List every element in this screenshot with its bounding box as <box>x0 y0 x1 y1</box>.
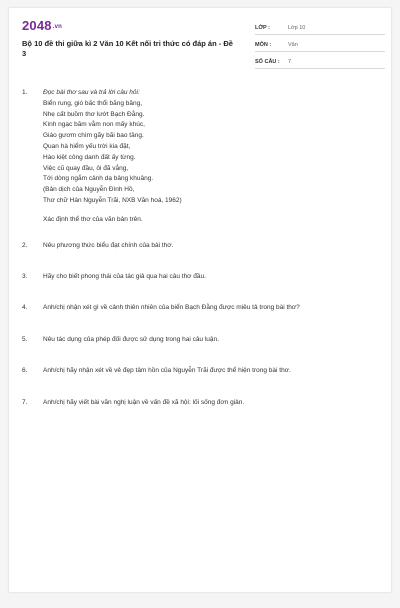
meta-label: SỐ CÂU : <box>255 58 280 65</box>
question-item <box>22 398 382 409</box>
poem-block <box>43 99 382 207</box>
document-page <box>9 8 391 592</box>
logo-main: 2048 <box>22 18 52 33</box>
meta-value: Văn <box>288 41 298 48</box>
meta-row-subject <box>255 38 385 52</box>
question-number: 3. <box>22 272 28 280</box>
question-text: Anh/chị hãy nhận xét về vẻ đẹp tâm hồn của Nguyễn Trãi được thể hiện trong bài thơ. <box>43 367 291 375</box>
poem-line: Giáo gươm chìm gãy bãi bao tầng. <box>43 132 144 140</box>
question-body <box>43 88 382 226</box>
question-text: Anh/chị hãy viết bài văn nghị luận về vấn đề xã hội: lối sống đơn giản. <box>43 398 245 406</box>
question-text: Xác định thể thơ của văn bản trên. <box>43 215 143 223</box>
logo-suffix: .vn <box>52 23 63 30</box>
question-item <box>22 272 382 283</box>
poem-line: Nhẹ cất buồm thơ lướt Bạch Đằng. <box>43 110 145 118</box>
poem-line: Kình ngạc băm vằm non mấy khúc, <box>43 121 145 129</box>
poem-source: (Bản dịch của Nguyễn Đình Hồ, <box>43 186 135 194</box>
question-number: 6. <box>22 367 28 375</box>
question-text: Anh/chị nhận xét gì về cảnh thiên nhiên của biển Bạch Đằng được miêu tả trong bài thơ? <box>43 304 300 312</box>
question-item <box>22 88 382 226</box>
poem-line: Tới dòng ngắm cảnh dạ bâng khuâng. <box>43 175 154 183</box>
question-item <box>22 303 382 314</box>
poem-line: Biển rung, gió bấc thổi băng băng, <box>43 99 143 107</box>
meta-value: Lớp 10 <box>288 24 306 31</box>
question-text: Hãy cho biết phong thái của tác giả qua hai câu thơ đầu. <box>43 272 206 280</box>
poem-line: Quan hà hiểm yếu trời kia đặt, <box>43 142 131 150</box>
poem-source: Thơ chữ Hán Nguyễn Trãi, NXB Văn hoá, 1962) <box>43 196 182 204</box>
meta-info <box>255 21 385 72</box>
meta-value: 7 <box>288 58 292 65</box>
meta-label: LỚP : <box>255 24 270 31</box>
meta-label: MÔN : <box>255 41 272 48</box>
document-title: Bộ 10 đề thi giữa kì 2 Văn 10 Kết nối tri thức có đáp án - Đề 3 <box>22 39 233 58</box>
question-item <box>22 241 382 252</box>
question-number: 1. <box>22 89 28 96</box>
question-item <box>22 335 382 346</box>
site-logo[interactable] <box>22 18 62 33</box>
meta-row-count <box>255 55 385 69</box>
question-text: Nêu phương thức biểu đạt chính của bài thơ. <box>43 241 174 249</box>
meta-row-class <box>255 21 385 35</box>
question-text: Nêu tác dụng của phép đối được sử dụng trong hai câu luận. <box>43 335 219 343</box>
question-list <box>22 88 382 408</box>
question-number: 2. <box>22 241 28 249</box>
question-item <box>22 366 382 377</box>
question-number: 7. <box>22 398 28 406</box>
question-intro: Đọc bài thơ sau và trả lời câu hỏi: <box>43 89 140 96</box>
poem-line: Việc cũ quay đầu, ôi đã vắng, <box>43 164 129 172</box>
poem-line: Hào kiệt công danh đất ấy từng. <box>43 153 136 161</box>
question-number: 5. <box>22 335 28 343</box>
question-number: 4. <box>22 304 28 312</box>
